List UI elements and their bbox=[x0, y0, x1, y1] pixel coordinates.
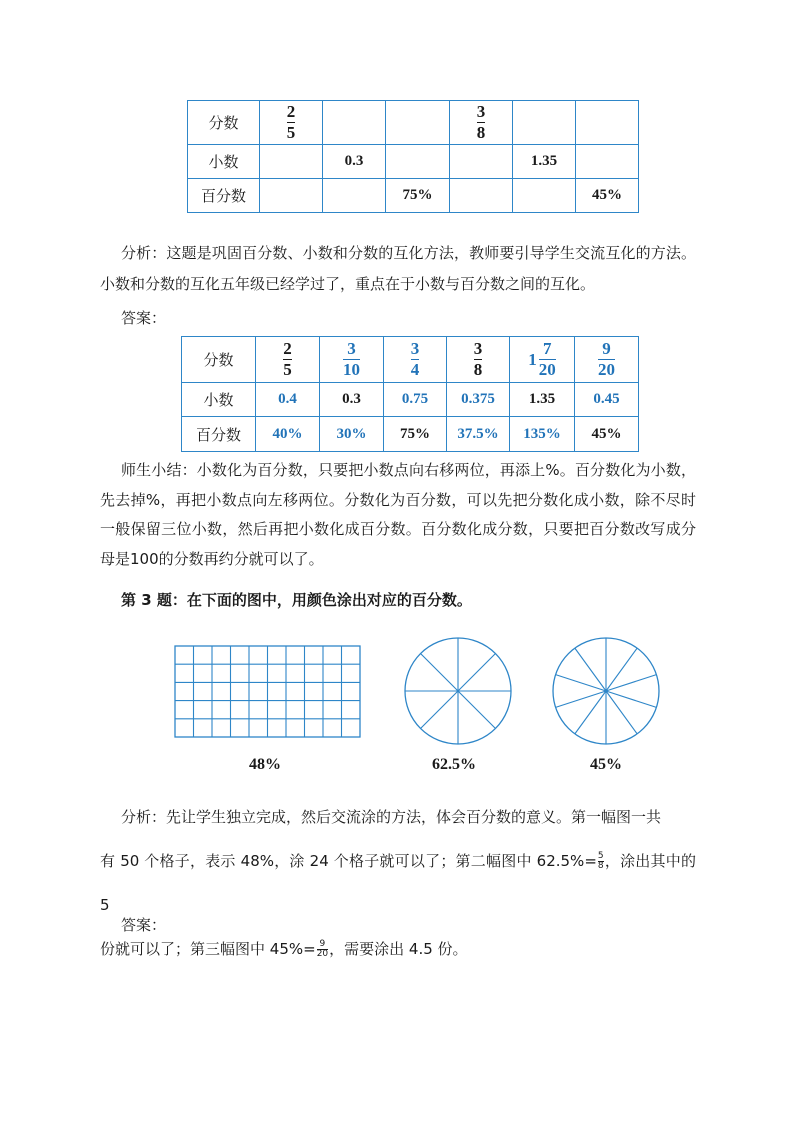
row-label-fraction: 分数 bbox=[182, 337, 256, 383]
answer-label-3: 答案： bbox=[121, 916, 167, 934]
fraction bbox=[539, 340, 556, 379]
numerator: 2 bbox=[286, 102, 296, 121]
table-cell bbox=[384, 337, 447, 383]
numerator: 2 bbox=[283, 339, 292, 358]
numerator: 3 bbox=[347, 339, 356, 358]
table-row bbox=[188, 101, 639, 145]
denominator: 20 bbox=[538, 360, 556, 379]
sector-line bbox=[556, 675, 606, 691]
table-cell bbox=[576, 145, 639, 179]
fraction-answer bbox=[598, 340, 615, 379]
table-cell: 40% bbox=[256, 417, 320, 452]
conversion-table-answer bbox=[181, 336, 639, 452]
sector-line bbox=[556, 691, 606, 707]
denominator: 8 bbox=[597, 861, 604, 871]
table-cell: 45% bbox=[576, 179, 639, 213]
inline-fraction bbox=[598, 852, 604, 871]
fraction bbox=[287, 103, 296, 142]
sector-line bbox=[421, 654, 458, 691]
circle8-caption: 62.5% bbox=[432, 756, 476, 773]
denominator: 8 bbox=[473, 360, 483, 379]
analysis-text: 份就可以了；第三幅图中 45%= bbox=[100, 940, 316, 958]
table-cell: 0.4 bbox=[256, 383, 320, 417]
fraction-answer bbox=[411, 340, 420, 379]
denominator: 8 bbox=[476, 123, 486, 142]
whole-number: 1 bbox=[528, 349, 537, 369]
denominator: 20 bbox=[316, 949, 329, 959]
analysis-text: ，需要涂出 4.5 份。 bbox=[329, 940, 468, 958]
row-label-fraction: 分数 bbox=[188, 101, 260, 145]
figures bbox=[0, 630, 794, 750]
grid-caption: 48% bbox=[249, 756, 281, 773]
table-row bbox=[182, 383, 639, 417]
circle-8-sectors bbox=[405, 638, 511, 744]
numerator: 9 bbox=[602, 339, 611, 358]
analysis-paragraph-3 bbox=[100, 795, 696, 971]
table-cell bbox=[447, 337, 510, 383]
table-row bbox=[188, 179, 639, 213]
row-label-decimal: 小数 bbox=[182, 383, 256, 417]
denominator: 5 bbox=[286, 123, 296, 142]
table-cell: 0.45 bbox=[575, 383, 639, 417]
table-cell bbox=[576, 101, 639, 145]
circle10-caption: 45% bbox=[590, 756, 622, 773]
table-cell: 30% bbox=[320, 417, 384, 452]
table-cell bbox=[260, 145, 323, 179]
inline-fraction bbox=[317, 940, 328, 959]
table-cell bbox=[386, 145, 450, 179]
table-cell bbox=[260, 179, 323, 213]
sector-line bbox=[606, 675, 656, 691]
circle-10-sectors bbox=[553, 638, 659, 744]
table-cell bbox=[386, 101, 450, 145]
sector-line bbox=[421, 691, 458, 728]
mixed-fraction-answer bbox=[528, 340, 556, 379]
table-cell bbox=[450, 179, 513, 213]
sector-line bbox=[606, 648, 637, 691]
sector-line bbox=[575, 691, 606, 734]
fraction bbox=[283, 340, 292, 379]
table-cell bbox=[513, 179, 576, 213]
table-cell: 0.3 bbox=[323, 145, 386, 179]
numerator: 3 bbox=[410, 339, 420, 358]
analysis-paragraph-1: 分析：这题是巩固百分数、小数和分数的互化方法，教师要引导学生交流互化的方法。小数和分数的互化五年级已经学过了，重点在于小数与百分数之间的互化。 bbox=[100, 244, 696, 293]
summary-paragraph: 师生小结：小数化为百分数，只要把小数点向右移两位，再添上%。百分数化为小数，先去掉%，再把小数点向左移两位。分数化为百分数，可以先把分数化成小数，除不尽时一般保留三位小数，然后再把小数化成百分数。百分数化成分数，只要把百分数改写成分母是100的分数再约分就可以了。 bbox=[100, 461, 696, 568]
conversion-table-question bbox=[187, 100, 639, 213]
numerator: 5 bbox=[597, 851, 604, 861]
percent-grid bbox=[175, 646, 360, 737]
table-cell: 0.375 bbox=[447, 383, 510, 417]
table-cell: 37.5% bbox=[447, 417, 510, 452]
denominator: 5 bbox=[283, 360, 292, 379]
table-cell bbox=[450, 101, 513, 145]
table-cell bbox=[510, 337, 575, 383]
denominator: 10 bbox=[343, 360, 360, 379]
table-cell: 45% bbox=[575, 417, 639, 452]
sector-line bbox=[606, 691, 656, 707]
table-row bbox=[182, 417, 639, 452]
denominator: 4 bbox=[410, 360, 420, 379]
table-cell: 1.35 bbox=[510, 383, 575, 417]
table-cell: 75% bbox=[384, 417, 447, 452]
table-cell bbox=[323, 179, 386, 213]
analysis-line: 分析：先让学生独立完成，然后交流涂的方法，体会百分数的意义。第一幅图一共 bbox=[121, 808, 662, 826]
table-cell: 0.75 bbox=[384, 383, 447, 417]
table-row bbox=[188, 145, 639, 179]
table-cell bbox=[575, 337, 639, 383]
table-cell bbox=[323, 101, 386, 145]
table-cell bbox=[256, 337, 320, 383]
fraction bbox=[477, 103, 486, 142]
table-cell: 1.35 bbox=[513, 145, 576, 179]
answer-label-1: 答案： bbox=[121, 309, 167, 327]
denominator: 20 bbox=[598, 360, 615, 379]
row-label-percent: 百分数 bbox=[182, 417, 256, 452]
row-label-percent: 百分数 bbox=[188, 179, 260, 213]
analysis-text: ，涂出其中的 5 bbox=[100, 852, 696, 914]
fraction-answer bbox=[343, 340, 360, 379]
table-cell bbox=[513, 101, 576, 145]
numerator: 7 bbox=[543, 339, 552, 358]
table-cell: 75% bbox=[386, 179, 450, 213]
numerator: 3 bbox=[473, 339, 483, 358]
table-cell: 135% bbox=[510, 417, 575, 452]
analysis-text: 有 50 个格子，表示 48%，涂 24 个格子就可以了；第二幅图中 62.5%= bbox=[100, 852, 597, 870]
fraction bbox=[474, 340, 483, 379]
row-label-decimal: 小数 bbox=[188, 145, 260, 179]
sector-line bbox=[458, 691, 495, 728]
sector-line bbox=[575, 648, 606, 691]
sector-line bbox=[458, 654, 495, 691]
table-cell bbox=[320, 337, 384, 383]
table-cell bbox=[450, 145, 513, 179]
table-cell bbox=[260, 101, 323, 145]
question-3-title: 第 3 题：在下面的图中，用颜色涂出对应的百分数。 bbox=[121, 591, 472, 609]
sector-line bbox=[606, 691, 637, 734]
numerator: 9 bbox=[319, 939, 326, 949]
table-row bbox=[182, 337, 639, 383]
table-cell: 0.3 bbox=[320, 383, 384, 417]
numerator: 3 bbox=[476, 102, 486, 121]
